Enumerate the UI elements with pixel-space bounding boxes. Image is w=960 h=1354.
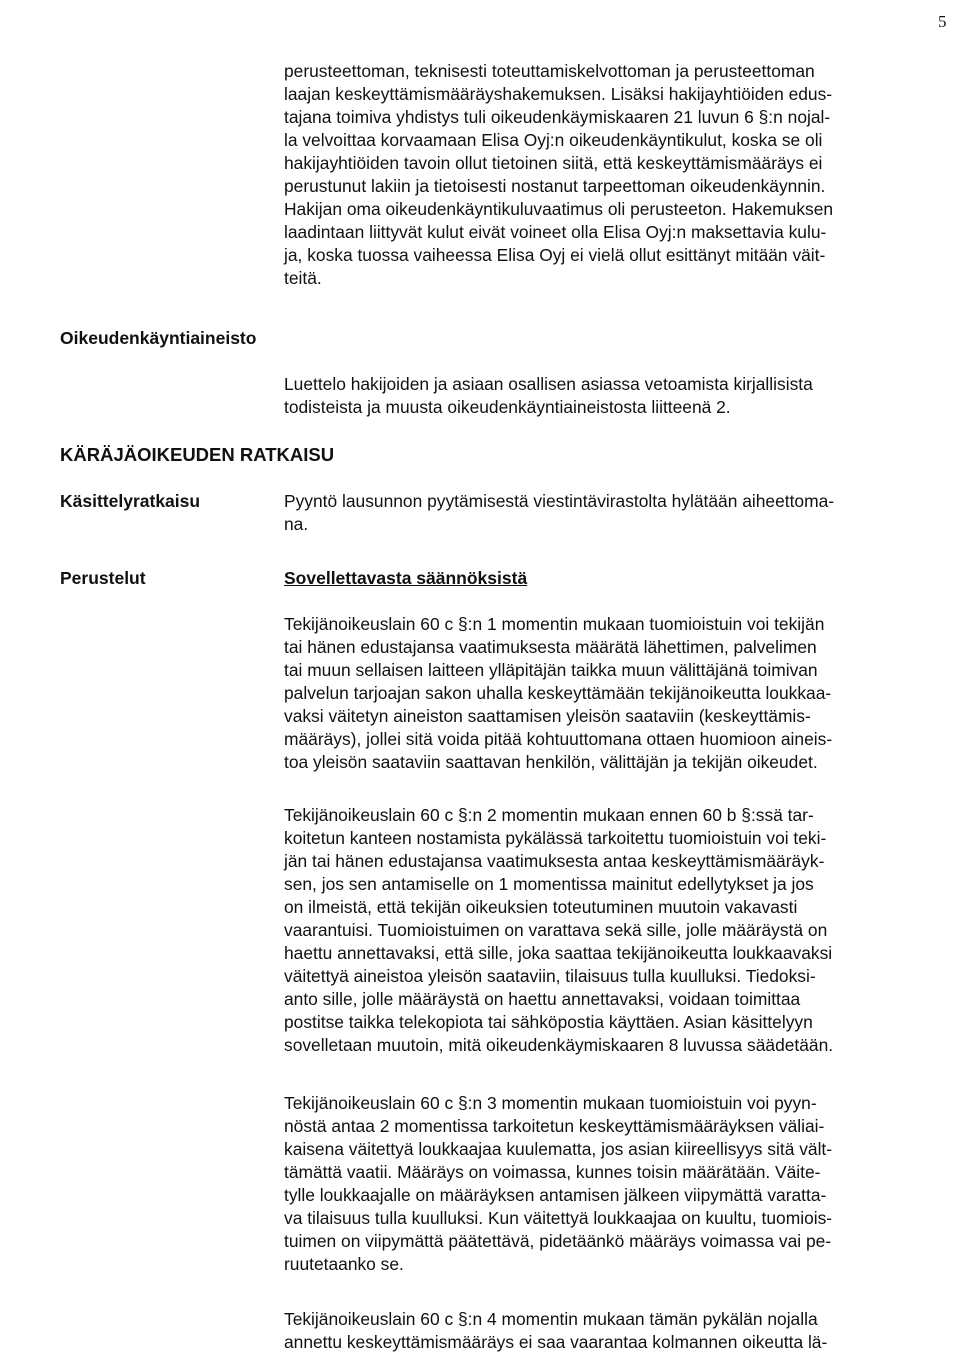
text-line: la velvoittaa korvaamaan Elisa Oyj:n oikeudenkäyntikulut, koska se oli — [284, 130, 823, 150]
procedural-decision-heading: Käsittelyratkaisu — [60, 491, 201, 511]
paragraph-costs-argument — [284, 60, 946, 290]
decision-heading: KÄRÄJÄOIKEUDEN RATKAISU — [60, 444, 335, 465]
text-line: tai muun sellaisen laitteen ylläpitäjän taikka muun välittäjänä toimivan — [284, 660, 818, 680]
paragraph-procedural-decision — [284, 490, 946, 536]
text-line: teitä. — [284, 268, 322, 288]
text-line: perusteettoman, teknisesti toteuttamiskelvottoman ja perusteettoman — [284, 61, 815, 81]
text-line: hakijayhtiöiden tavoin ollut tietoinen siitä, että keskeyttämismääräys ei — [284, 153, 823, 173]
text-line: toa yleisön saataviin saattavan henkilön, välittäjän ja tekijän oikeudet. — [284, 752, 818, 772]
text-line: va tilaisuus tulla kuulluksi. Kun väitettyä loukkaajaa on kuultu, tuomiois- — [284, 1208, 833, 1228]
text-line: nöstä antaa 2 momentissa tarkoitetun keskeyttämismääräyksen väliai- — [284, 1116, 825, 1136]
text-line: jän tai hänen edustajansa vaatimuksesta antaa keskeyttämismääräyk- — [284, 851, 825, 871]
paragraph-section-60c-3 — [284, 1092, 946, 1276]
applicable-provisions-heading: Sovellettavasta säännöksistä — [284, 568, 528, 588]
text-line: Pyyntö lausunnon pyytämisestä viestintävirastolta hylätään aiheettoma- — [284, 491, 835, 511]
page-number: 5 — [938, 12, 947, 31]
text-line: laajan keskeyttämismääräyshakemuksen. Lisäksi hakijayhtiöiden edus- — [284, 84, 833, 104]
text-line: Luettelo hakijoiden ja asiaan osallisen asiassa vetoamista kirjallisista — [284, 374, 813, 394]
paragraph-section-60c-2 — [284, 804, 946, 1057]
text-line: Tekijänoikeuslain 60 c §:n 2 momentin mukaan ennen 60 b §:ssä tar- — [284, 805, 814, 825]
paragraph-section-60c-4 — [284, 1308, 946, 1354]
text-line: postitse taikka telekopiota tai sähköpostia käyttäen. Asian käsittelyyn — [284, 1012, 813, 1032]
text-line: haettu annettavaksi, että sille, joka saattaa tekijänoikeutta loukkaavaksi — [284, 943, 833, 963]
text-line: ruutetaanko se. — [284, 1254, 404, 1274]
text-line: palvelun tarjoajan sakon uhalla keskeyttämään tekijänoikeutta loukkaa- — [284, 683, 832, 703]
text-line: Tekijänoikeuslain 60 c §:n 4 momentin mukaan tämän pykälän nojalla — [284, 1309, 818, 1329]
text-line: na. — [284, 514, 309, 534]
text-line: anto sille, jolle määräystä on haettu annettavaksi, voidaan toimittaa — [284, 989, 801, 1009]
text-line: Tekijänoikeuslain 60 c §:n 1 momentin mukaan tuomioistuin voi tekijän — [284, 614, 825, 634]
text-line: Hakijan oma oikeudenkäyntikuluvaatimus oli perusteeton. Hakemuksen — [284, 199, 834, 219]
paragraph-evidence-list — [284, 373, 946, 419]
text-line: annettu keskeyttämismääräys ei saa vaarantaa kolmannen oikeutta lä- — [284, 1332, 828, 1352]
text-line: tai hänen edustajansa vaatimuksesta määrätä lähettimen, palvelimen — [284, 637, 817, 657]
text-line: Tekijänoikeuslain 60 c §:n 3 momentin mukaan tuomioistuin voi pyyn- — [284, 1093, 817, 1113]
grounds-heading: Perustelut — [60, 568, 146, 588]
text-line: sovelletaan muutoin, mitä oikeudenkäymiskaaren 8 luvussa säädetään. — [284, 1035, 834, 1055]
paragraph-section-60c-1 — [284, 613, 946, 774]
text-line: vaarantuisi. Tuomioistuimen on varattava sekä sille, jolle määräystä on — [284, 920, 828, 940]
text-line: tuimen on viipymättä päätettävä, pidetäänkö määräys voimassa vai pe- — [284, 1231, 832, 1251]
text-line: tajana toimiva yhdistys tuli oikeudenkäymiskaaren 21 luvun 6 §:n nojal- — [284, 107, 831, 127]
text-line: ja, koska tuossa vaiheessa Elisa Oyj ei vielä ollut esittänyt mitään väit- — [284, 245, 826, 265]
text-line: väitettyä aineistoa yleisön saataviin, tilaisuus tulla kuulluksi. Tiedoksi- — [284, 966, 816, 986]
text-line: vaksi väitetyn aineiston saattamisen yleisön saataviin (keskeyttämis- — [284, 706, 811, 726]
text-line: kaisena väitettyä loukkaajaa kuulematta, jos asian kiireellisyys sitä vält- — [284, 1139, 833, 1159]
text-line: sen, jos sen antamiselle on 1 momentissa mainitut edellytykset ja jos — [284, 874, 814, 894]
text-line: perustunut lakiin ja tietoisesti nostanut tarpeettoman oikeudenkäynnin. — [284, 176, 826, 196]
text-line: on ilmeistä, että tekijän oikeuksien toteutuminen muutoin vakavasti — [284, 897, 798, 917]
evidence-heading: Oikeudenkäyntiaineisto — [60, 328, 257, 348]
text-line: tylle loukkaajalle on määräyksen antamisen jälkeen viipymättä varatta- — [284, 1185, 827, 1205]
text-line: tämättä vaatii. Määräys on voimassa, kunnes toisin määrätään. Väite- — [284, 1162, 821, 1182]
text-line: laadintaan liittyvät kulut eivät voineet olla Elisa Oyj:n maksettavia kulu- — [284, 222, 827, 242]
text-line: määräys), jollei sitä voida pitää kohtuuttomana ottaen huomioon aineis- — [284, 729, 833, 749]
text-line: koitetun kanteen nostamista pykälässä tarkoitettu tuomioistuin voi teki- — [284, 828, 827, 848]
text-line: todisteista ja muusta oikeudenkäyntiaineistosta liitteenä 2. — [284, 397, 731, 417]
